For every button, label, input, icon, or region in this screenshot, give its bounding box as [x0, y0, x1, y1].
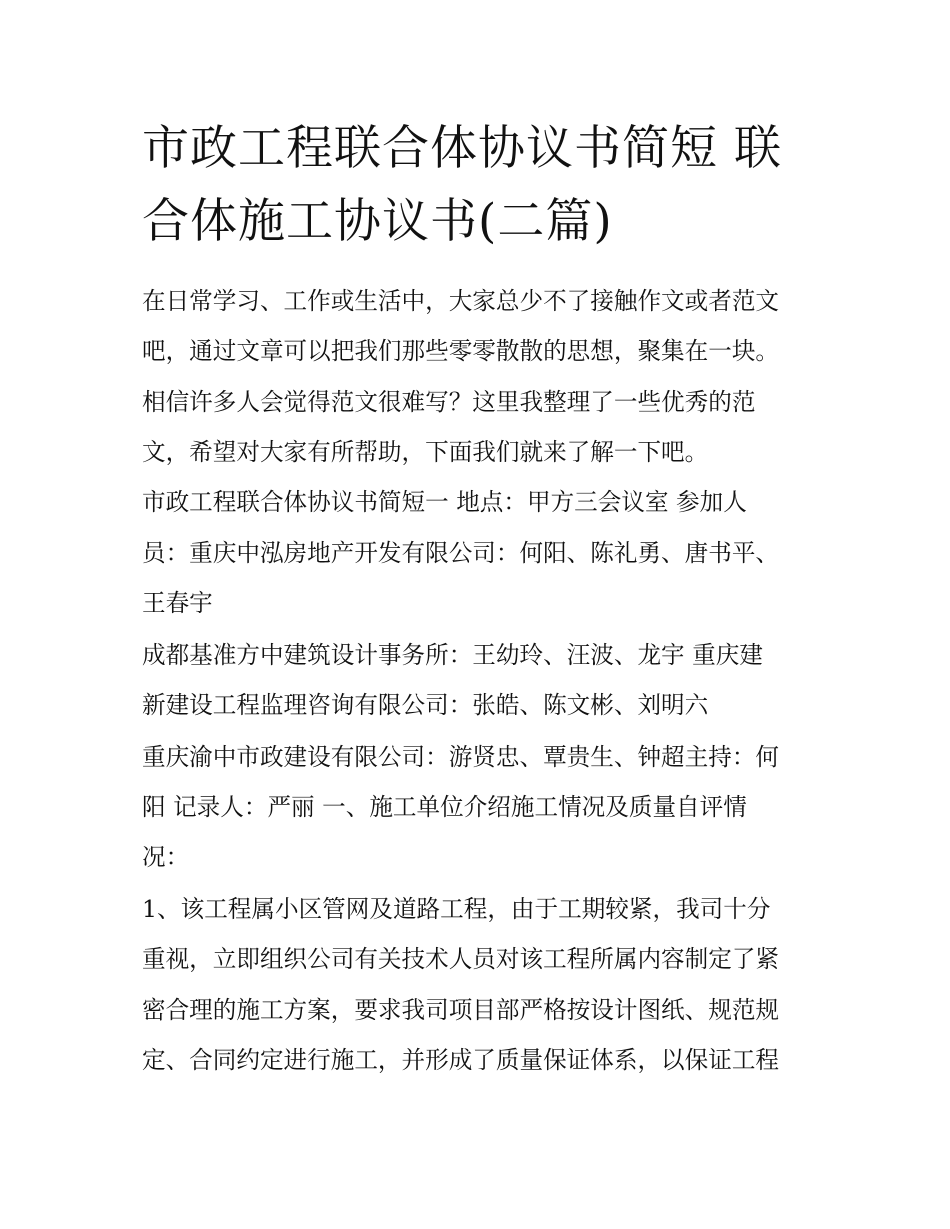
body-line: 相信许多人会觉得范文很难写？这里我整理了一些优秀的范: [142, 388, 756, 416]
body-line: 1、该工程属小区管网及道路工程，由于工期较紧，我司十分: [142, 895, 771, 923]
body-line: 市政工程联合体协议书简短一 地点：甲方三会议室 参加人: [142, 488, 747, 516]
body-line: 重视，立即组织公司有关技术人员对该工程所属内容制定了紧: [142, 945, 780, 973]
body-line: 吧，通过文章可以把我们那些零零散散的思想，聚集在一块。: [142, 337, 780, 365]
body-line: 员：重庆中泓房地产开发有限公司：何阳、陈礼勇、唐书平、: [142, 539, 780, 567]
body-line: 新建设工程监理咨询有限公司：张皓、陈文彬、刘明六: [142, 691, 709, 719]
document-title: 市政工程联合体协议书简短 联合体施工协议书(二篇): [142, 121, 782, 249]
body-line: 王春宇: [142, 589, 213, 617]
body-line: 况：: [142, 843, 190, 871]
body-line: 文，希望对大家有所帮助，下面我们就来了解一下吧。: [142, 438, 709, 466]
body-line: 在日常学习、工作或生活中，大家总少不了接触作文或者范文: [142, 287, 780, 315]
body-line: 密合理的施工方案，要求我司项目部严格按设计图纸、规范规: [142, 996, 780, 1024]
body-line: 定、合同约定进行施工，并形成了质量保证体系，以保证工程: [142, 1046, 780, 1074]
body-line: 重庆渝中市政建设有限公司：游贤忠、覃贵生、钟超主持：何: [142, 743, 780, 771]
body-line: 阳 记录人：严丽 一、施工单位介绍施工情况及质量自评情: [142, 793, 747, 821]
body-line: 成都基准方中建筑设计事务所：王幼玲、汪波、龙宇 重庆建: [142, 641, 763, 669]
